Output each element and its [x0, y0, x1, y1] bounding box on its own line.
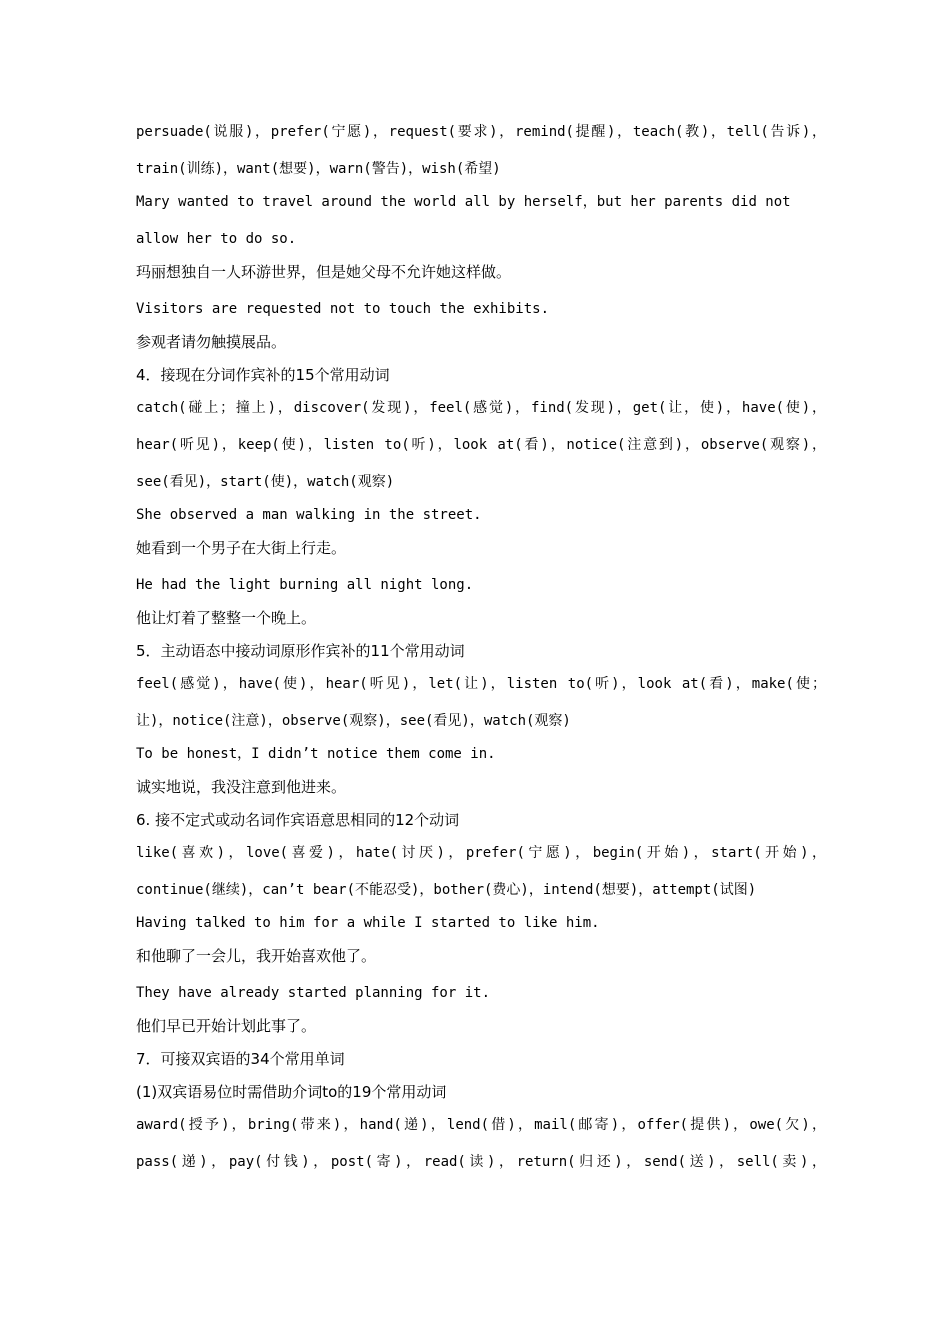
example-translation: 他们早已开始计划此事了。: [136, 1017, 317, 1035]
example-translation: 玛丽想独自一人环游世界，但是她父母不允许她这样做。: [136, 263, 512, 281]
verb-list-line: feel(感觉)，have(使)，hear(听见)，let(让)，listen to(听)，look at(看)，make(使；: [136, 676, 826, 692]
verb-list-line: like(喜欢)，love(喜爱)，hate(讨厌)，prefer(宁愿)，begin(开始)，start(开始)，: [136, 845, 826, 861]
verb-list-line: train(训练)，want(想要)，warn(警告)，wish(希望): [136, 161, 501, 177]
section-heading: 7．可接双宾语的34个常用单词: [136, 1050, 345, 1068]
section-heading: 4．接现在分词作宾补的15个常用动词: [136, 366, 390, 384]
verb-list-line: award(授予)，bring(带来)，hand(递)，lend(借)，mail(邮寄)，offer(提供)，owe(欠)，: [136, 1117, 826, 1133]
example-translation: 诚实地说，我没注意到他进来。: [136, 778, 347, 796]
verb-list-line: pass(递)，pay(付钱)，post(寄)，read(读)，return(归还)，send(送)，sell(卖)，: [136, 1154, 826, 1170]
verb-list-line: persuade(说服)，prefer(宁愿)，request(要求)，remind(提醒)，teach(教)，tell(告诉)，: [136, 124, 826, 140]
document-page: [136, 121, 826, 1173]
verb-list-line: hear(听见)，keep(使)，listen to(听)，look at(看)，notice(注意到)，observe(观察)，: [136, 437, 826, 453]
section-heading: 6. 接不定式或动名词作宾语意思相同的12个动词: [136, 811, 460, 829]
verb-list-line: continue(继续)，can’t bear(不能忍受)，bother(费心)，intend(想要)，attempt(试图): [136, 882, 757, 898]
verb-list-line: 让)，notice(注意)，observe(观察)，see(看见)，watch(观察): [136, 713, 571, 729]
example-translation: 参观者请勿触摸展品。: [136, 333, 287, 351]
example-translation: 他让灯着了整整一个晚上。: [136, 609, 317, 627]
example-sentence: allow her to do so.: [136, 231, 297, 247]
example-sentence: She observed a man walking in the street.: [136, 507, 482, 523]
example-sentence: Visitors are requested not to touch the exhibits.: [136, 301, 550, 317]
verb-list-line: see(看见)，start(使)，watch(观察): [136, 474, 395, 490]
example-sentence: Mary wanted to travel around the world all by herself，but her parents did not: [136, 194, 791, 210]
section-heading: 5．主动语态中接动词原形作宾补的11个常用动词: [136, 642, 465, 660]
example-sentence: Having talked to him for a while I started to like him.: [136, 915, 600, 931]
example-translation: 和他聊了一会儿，我开始喜欢他了。: [136, 947, 377, 965]
subsection-heading: (1)双宾语易位时需借助介词to的19个常用动词: [136, 1083, 447, 1101]
example-sentence: They have already started planning for it.: [136, 985, 491, 1001]
example-translation: 她看到一个男子在大街上行走。: [136, 539, 347, 557]
example-sentence: He had the light burning all night long.: [136, 577, 474, 593]
example-sentence: To be honest，I didn’t notice them come in.: [136, 746, 496, 762]
verb-list-line: catch(碰上；撞上)，discover(发现)，feel(感觉)，find(发现)，get(让，使)，have(使)，: [136, 400, 826, 416]
